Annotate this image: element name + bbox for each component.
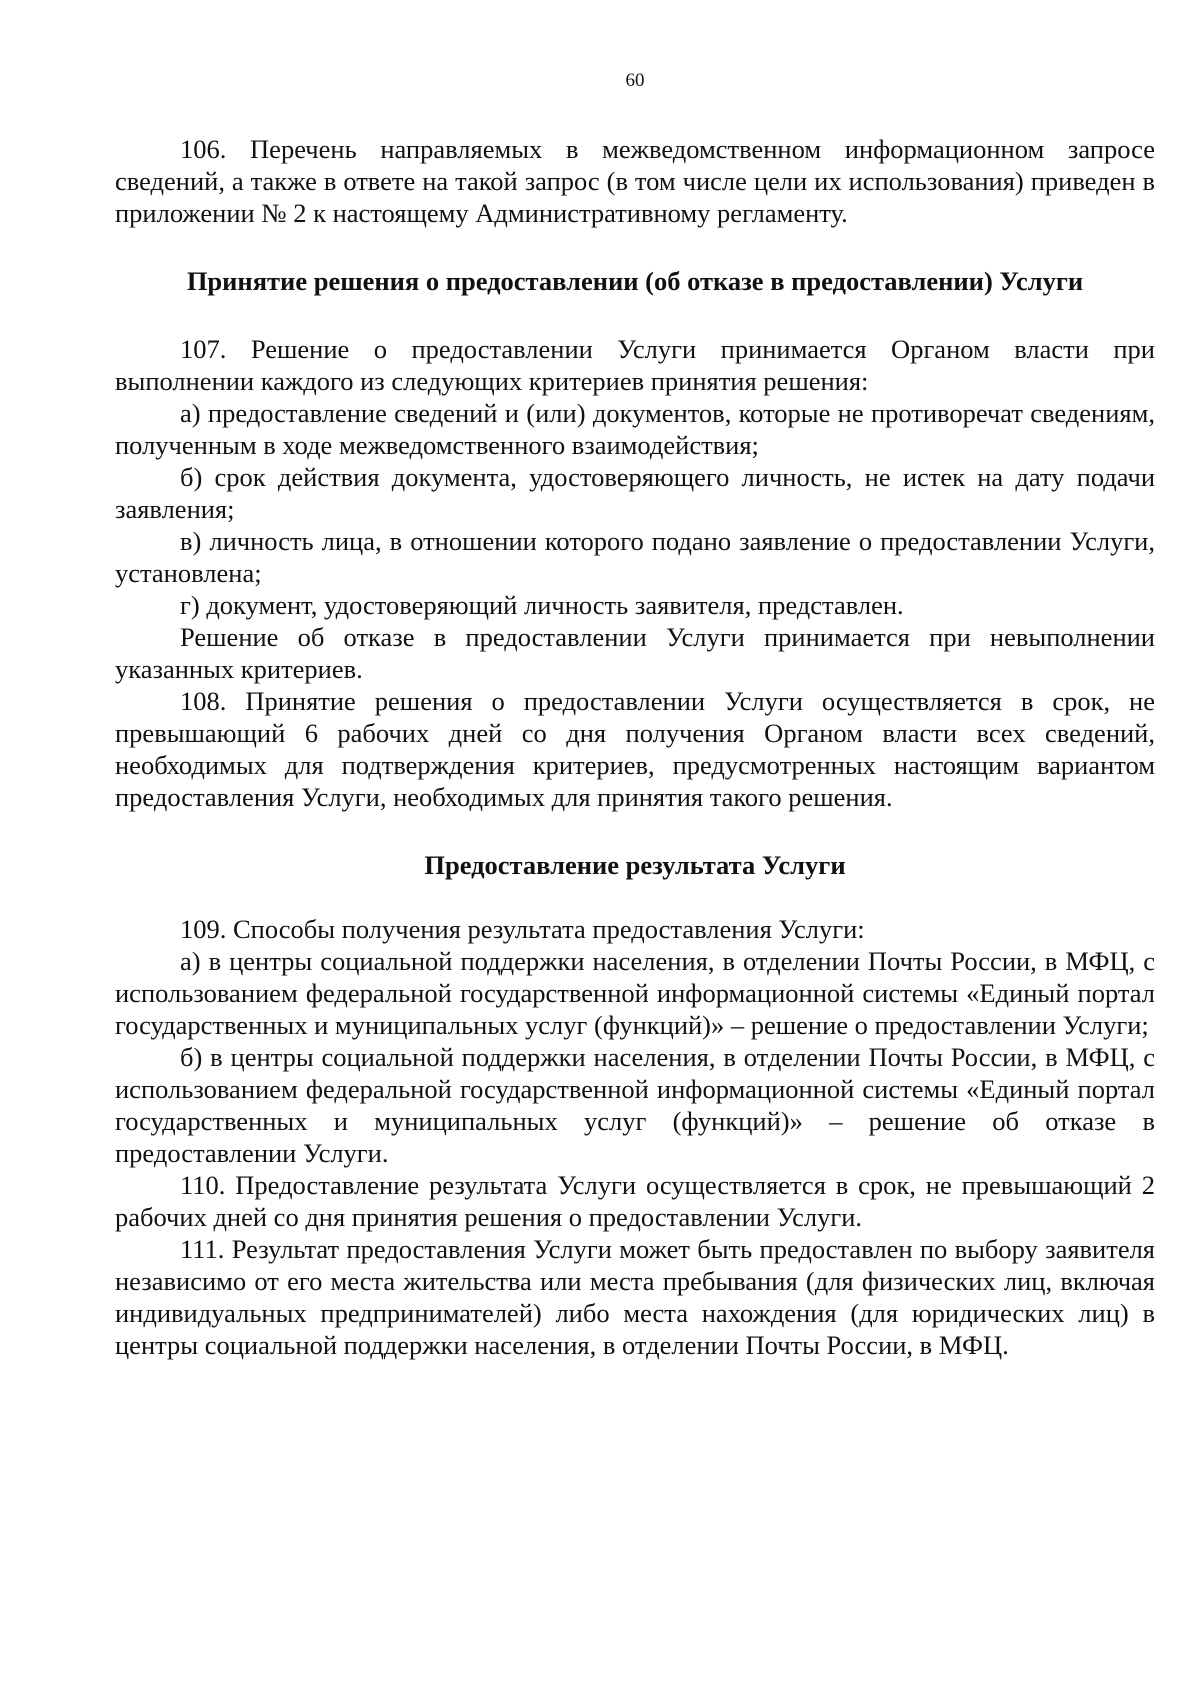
paragraph-106: 106. Перечень направляемых в межведомственном информационном запросе сведений, а также в ответе на такой запрос (в том числе цели их использования) приведен в приложении № 2 к настоящему Административному регламенту. <box>115 134 1155 228</box>
paragraph-109: 109. Способы получения результата предоставления Услуги: <box>180 914 865 944</box>
section-heading-result: Предоставление результата Услуги <box>424 850 846 880</box>
section-heading-decision: Принятие решения о предоставлении (об отказе в предоставлении) Услуги <box>186 266 1084 296</box>
paragraph-107-a: а) предоставление сведений и (или) документов, которые не противоречат сведениям, полученным в ходе межведомственного взаимодействия; <box>115 398 1155 460</box>
paragraph-107-refusal: Решение об отказе в предоставлении Услуги принимается при невыполнении указанных критериев. <box>115 622 1155 684</box>
paragraph-107: 107. Решение о предоставлении Услуги принимается Органом власти при выполнении каждого из следующих критериев принятия решения: <box>115 334 1155 396</box>
document-body <box>115 133 1155 1361</box>
page-number: 60 <box>625 70 645 91</box>
paragraph-109-b: б) в центры социальной поддержки населения, в отделении Почты России, в МФЦ, с использованием федеральной государственной информационной системы «Единый портал государственных и муниципальных услуг (функций)» – решение об отказе в предоставлении Услуги. <box>115 1042 1155 1168</box>
paragraph-107-d: г) документ, удостоверяющий личность заявителя, представлен. <box>180 590 904 620</box>
paragraph-107-b: б) срок действия документа, удостоверяющего личность, не истек на дату подачи заявления; <box>115 462 1155 524</box>
paragraph-107-c: в) личность лица, в отношении которого подано заявление о предоставлении Услуги, установлена; <box>115 526 1155 588</box>
paragraph-108: 108. Принятие решения о предоставлении Услуги осуществляется в срок, не превышающий 6 рабочих дней со дня получения Органом власти всех сведений, необходимых для подтверждения критериев, предусмотренных настоящим вариантом предоставления Услуги, необходимых для принятия такого решения. <box>115 686 1155 812</box>
paragraph-109-a: а) в центры социальной поддержки населения, в отделении Почты России, в МФЦ, с использованием федеральной государственной информационной системы «Единый портал государственных и муниципальных услуг (функций)» – решение о предоставлении Услуги; <box>115 946 1155 1040</box>
paragraph-111: 111. Результат предоставления Услуги может быть предоставлен по выбору заявителя независимо от его места жительства или места пребывания (для физических лиц, включая индивидуальных предпринимателей) либо места нахождения (для юридических лиц) в центры социальной поддержки населения, в отделении Почты России, в МФЦ. <box>115 1234 1155 1360</box>
paragraph-110: 110. Предоставление результата Услуги осуществляется в срок, не превышающий 2 рабочих дней со дня принятия решения о предоставлении Услуги. <box>115 1170 1155 1232</box>
